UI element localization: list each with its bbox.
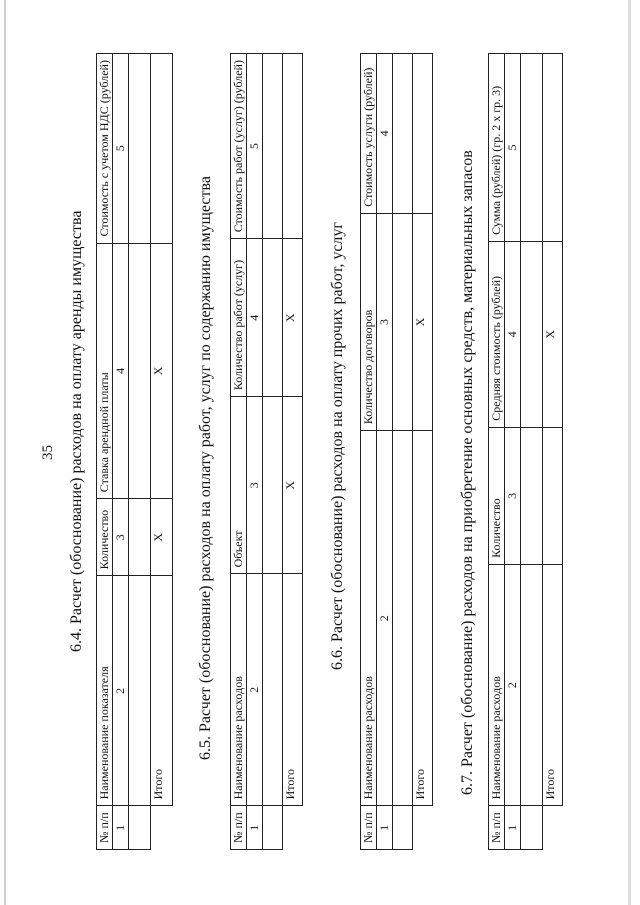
total-label: Итого <box>543 564 563 805</box>
column-number: 4 <box>247 239 263 397</box>
column-number: 2 <box>247 574 263 806</box>
header-cell: Количество <box>489 427 505 564</box>
section-6-5-title: 6.5. Расчет (обоснование) расходов на оплату работ, услуг по содержанию имущества <box>197 176 214 760</box>
column-number-row <box>247 54 263 850</box>
x-mark: X <box>283 239 303 397</box>
x-mark: X <box>283 397 303 574</box>
column-number: 4 <box>377 54 393 214</box>
column-number: 1 <box>247 806 263 850</box>
total-label: Итого <box>151 576 173 806</box>
x-mark: X <box>151 243 173 499</box>
table-row <box>129 54 151 850</box>
column-number: 3 <box>505 427 521 564</box>
column-number: 4 <box>113 243 129 499</box>
column-number-row <box>113 54 129 850</box>
page-number: 35 <box>40 445 56 460</box>
header-cell: Средняя стоимость (рублей) <box>489 241 505 427</box>
header-cell: Наименование расходов <box>361 431 377 806</box>
header-cell: Наименование расходов <box>489 564 505 805</box>
header-cell: Стоимость работ (услуг) (рублей) <box>231 54 247 239</box>
column-number: 5 <box>113 54 129 244</box>
header-cell: № п/п <box>489 806 505 850</box>
column-number: 5 <box>505 54 521 242</box>
header-cell: Стоимость с учетом НДС (рублей) <box>97 54 113 244</box>
x-mark: X <box>413 213 433 430</box>
table-row <box>263 54 283 850</box>
header-cell: Количество <box>97 499 113 576</box>
table-6-4 <box>96 53 173 850</box>
header-cell: № п/п <box>361 806 377 850</box>
table-row <box>393 54 413 850</box>
section-6-7-title: 6.7. Расчет (обоснование) расходов на приобретение основных средств, материальных запасов <box>459 150 476 795</box>
header-cell: Количество договоров <box>361 213 377 430</box>
column-number: 2 <box>377 431 393 806</box>
column-number: 4 <box>505 241 521 427</box>
column-number: 2 <box>505 564 521 805</box>
header-cell: № п/п <box>231 806 247 850</box>
header-cell: Наименование показателя <box>97 576 113 806</box>
column-number: 3 <box>247 397 263 574</box>
table-6-5 <box>230 53 303 850</box>
column-number: 5 <box>247 54 263 239</box>
total-row <box>283 54 303 850</box>
header-cell: Количество работ (услуг) <box>231 239 247 397</box>
total-row <box>413 54 433 850</box>
section-6-4-title: 6.4. Расчет (обоснование) расходов на оплату аренды имущества <box>68 210 85 652</box>
total-label: Итого <box>413 431 433 806</box>
column-number-row <box>505 54 521 850</box>
table-header-row <box>361 54 377 850</box>
x-mark: X <box>543 241 563 427</box>
table-6-6 <box>360 53 433 850</box>
column-number: 3 <box>113 499 129 576</box>
section-6-6-title: 6.6. Расчет (обоснование) расходов на оплату прочих работ, услуг <box>329 222 346 670</box>
column-number: 3 <box>377 213 393 430</box>
header-cell: № п/п <box>97 806 113 850</box>
header-cell: Сумма (рублей) (гр. 2 х гр. 3) <box>489 54 505 242</box>
table-header-row <box>231 54 247 850</box>
column-number: 1 <box>377 806 393 850</box>
table-6-7 <box>488 53 563 850</box>
total-row <box>151 54 173 850</box>
header-cell: Стоимость услуги (рублей) <box>361 54 377 214</box>
header-cell: Объект <box>231 397 247 574</box>
column-number: 1 <box>113 806 129 850</box>
table-row <box>521 54 543 850</box>
x-mark: X <box>151 499 173 576</box>
column-number: 1 <box>505 806 521 850</box>
header-cell: Наименование расходов <box>231 574 247 806</box>
column-number-row <box>377 54 393 850</box>
table-header-row <box>489 54 505 850</box>
table-header-row <box>97 54 113 850</box>
total-row <box>543 54 563 850</box>
header-cell: Ставка арендной платы <box>97 243 113 499</box>
column-number: 2 <box>113 576 129 806</box>
total-label: Итого <box>283 574 303 806</box>
